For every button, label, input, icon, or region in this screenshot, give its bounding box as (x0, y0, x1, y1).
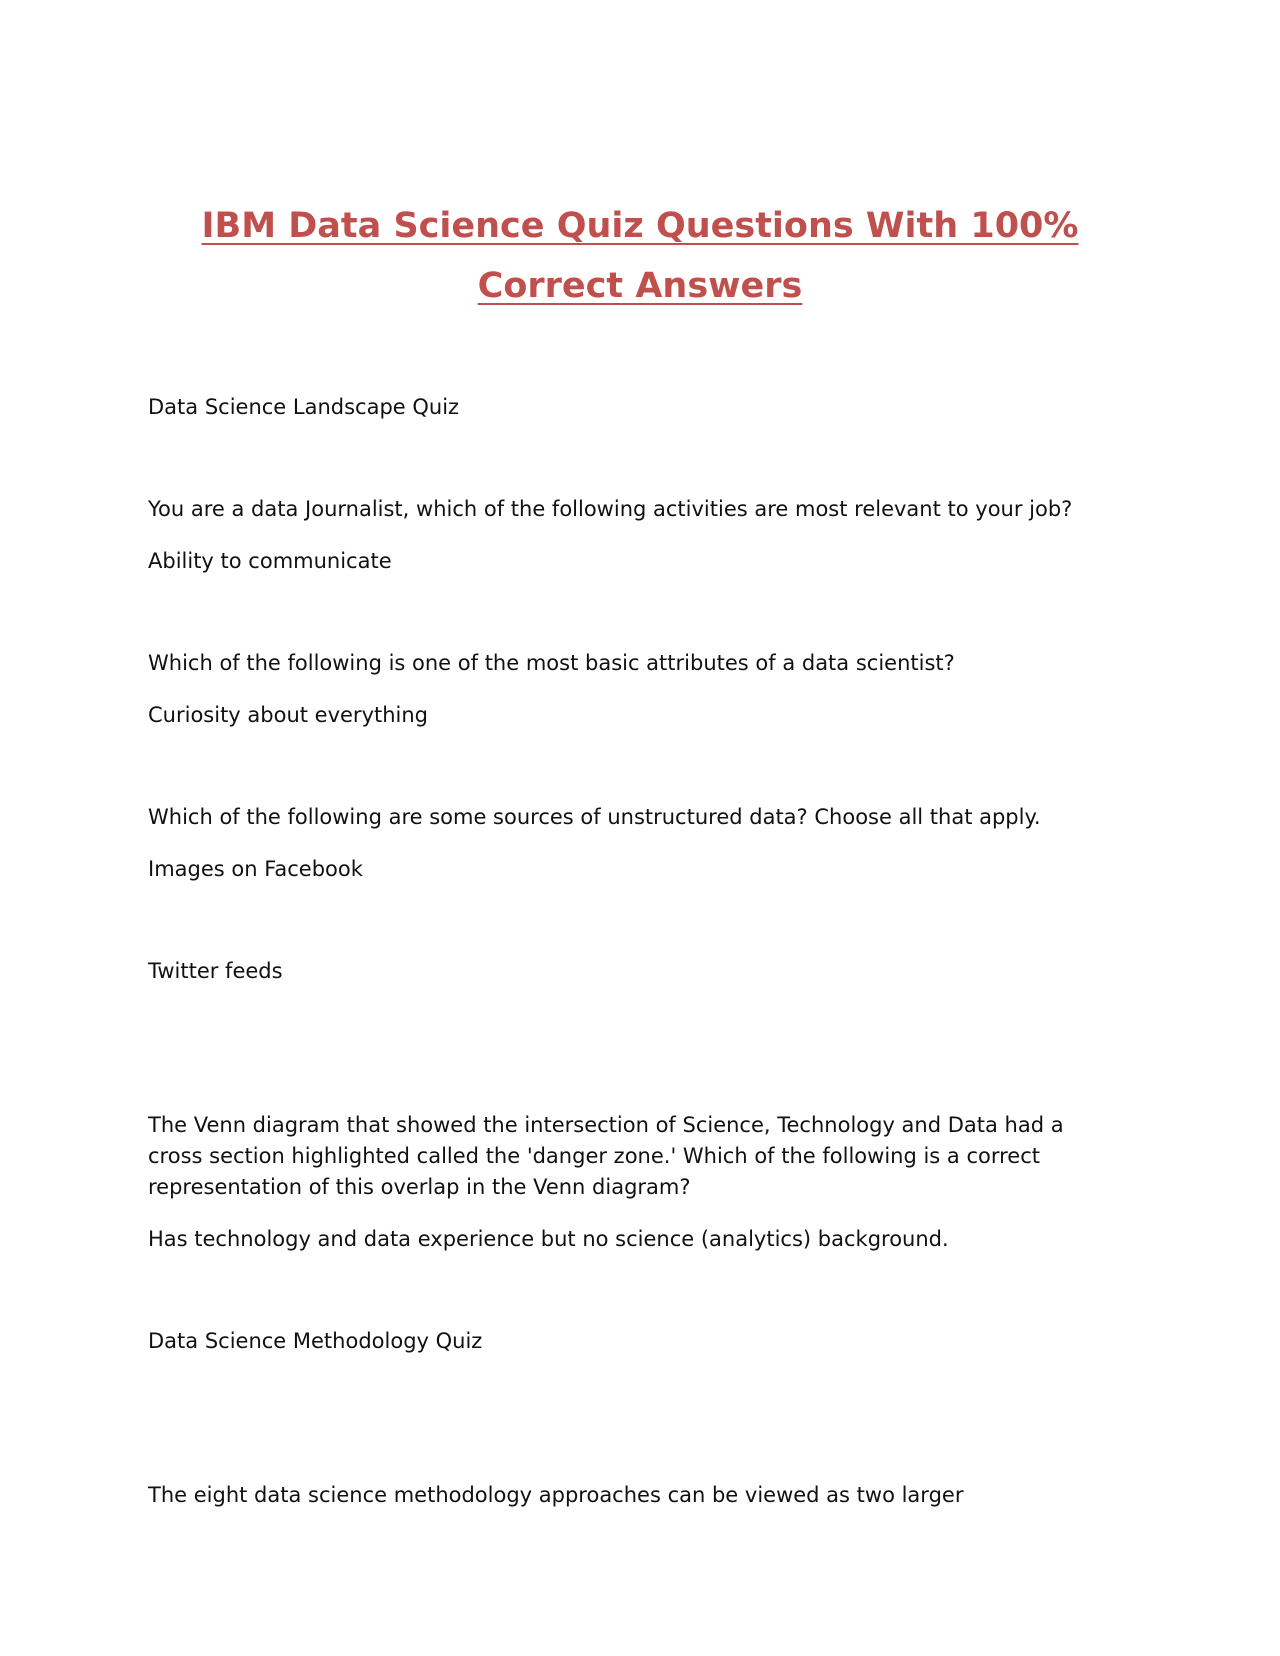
question-1: You are a data Journalist, which of the following activities are most relevant to your job? (148, 497, 1073, 521)
answer-3b: Twitter feeds (148, 959, 283, 983)
page-title-line-2: Correct Answers (477, 266, 803, 306)
question-3: Which of the following are some sources of unstructured data? Choose all that apply. (148, 805, 1041, 829)
question-4-line-1: The Venn diagram that showed the intersection of Science, Technology and Data had a (148, 1113, 1064, 1137)
answer-1: Ability to communicate (148, 549, 392, 573)
question-4-line-2: cross section highlighted called the 'danger zone.' Which of the following is a correct (148, 1144, 1040, 1168)
page-title-line-1: IBM Data Science Quiz Questions With 100% (201, 206, 1079, 246)
answer-3a: Images on Facebook (148, 857, 363, 881)
question-5: The eight data science methodology approaches can be viewed as two larger (148, 1483, 964, 1507)
question-2: Which of the following is one of the most basic attributes of a data scientist? (148, 651, 955, 675)
question-4-line-3: representation of this overlap in the Venn diagram? (148, 1175, 691, 1199)
answer-4: Has technology and data experience but no science (analytics) background. (148, 1227, 949, 1251)
answer-2: Curiosity about everything (148, 703, 429, 727)
section-heading-methodology: Data Science Methodology Quiz (148, 1329, 483, 1353)
section-heading-landscape: Data Science Landscape Quiz (148, 395, 460, 419)
